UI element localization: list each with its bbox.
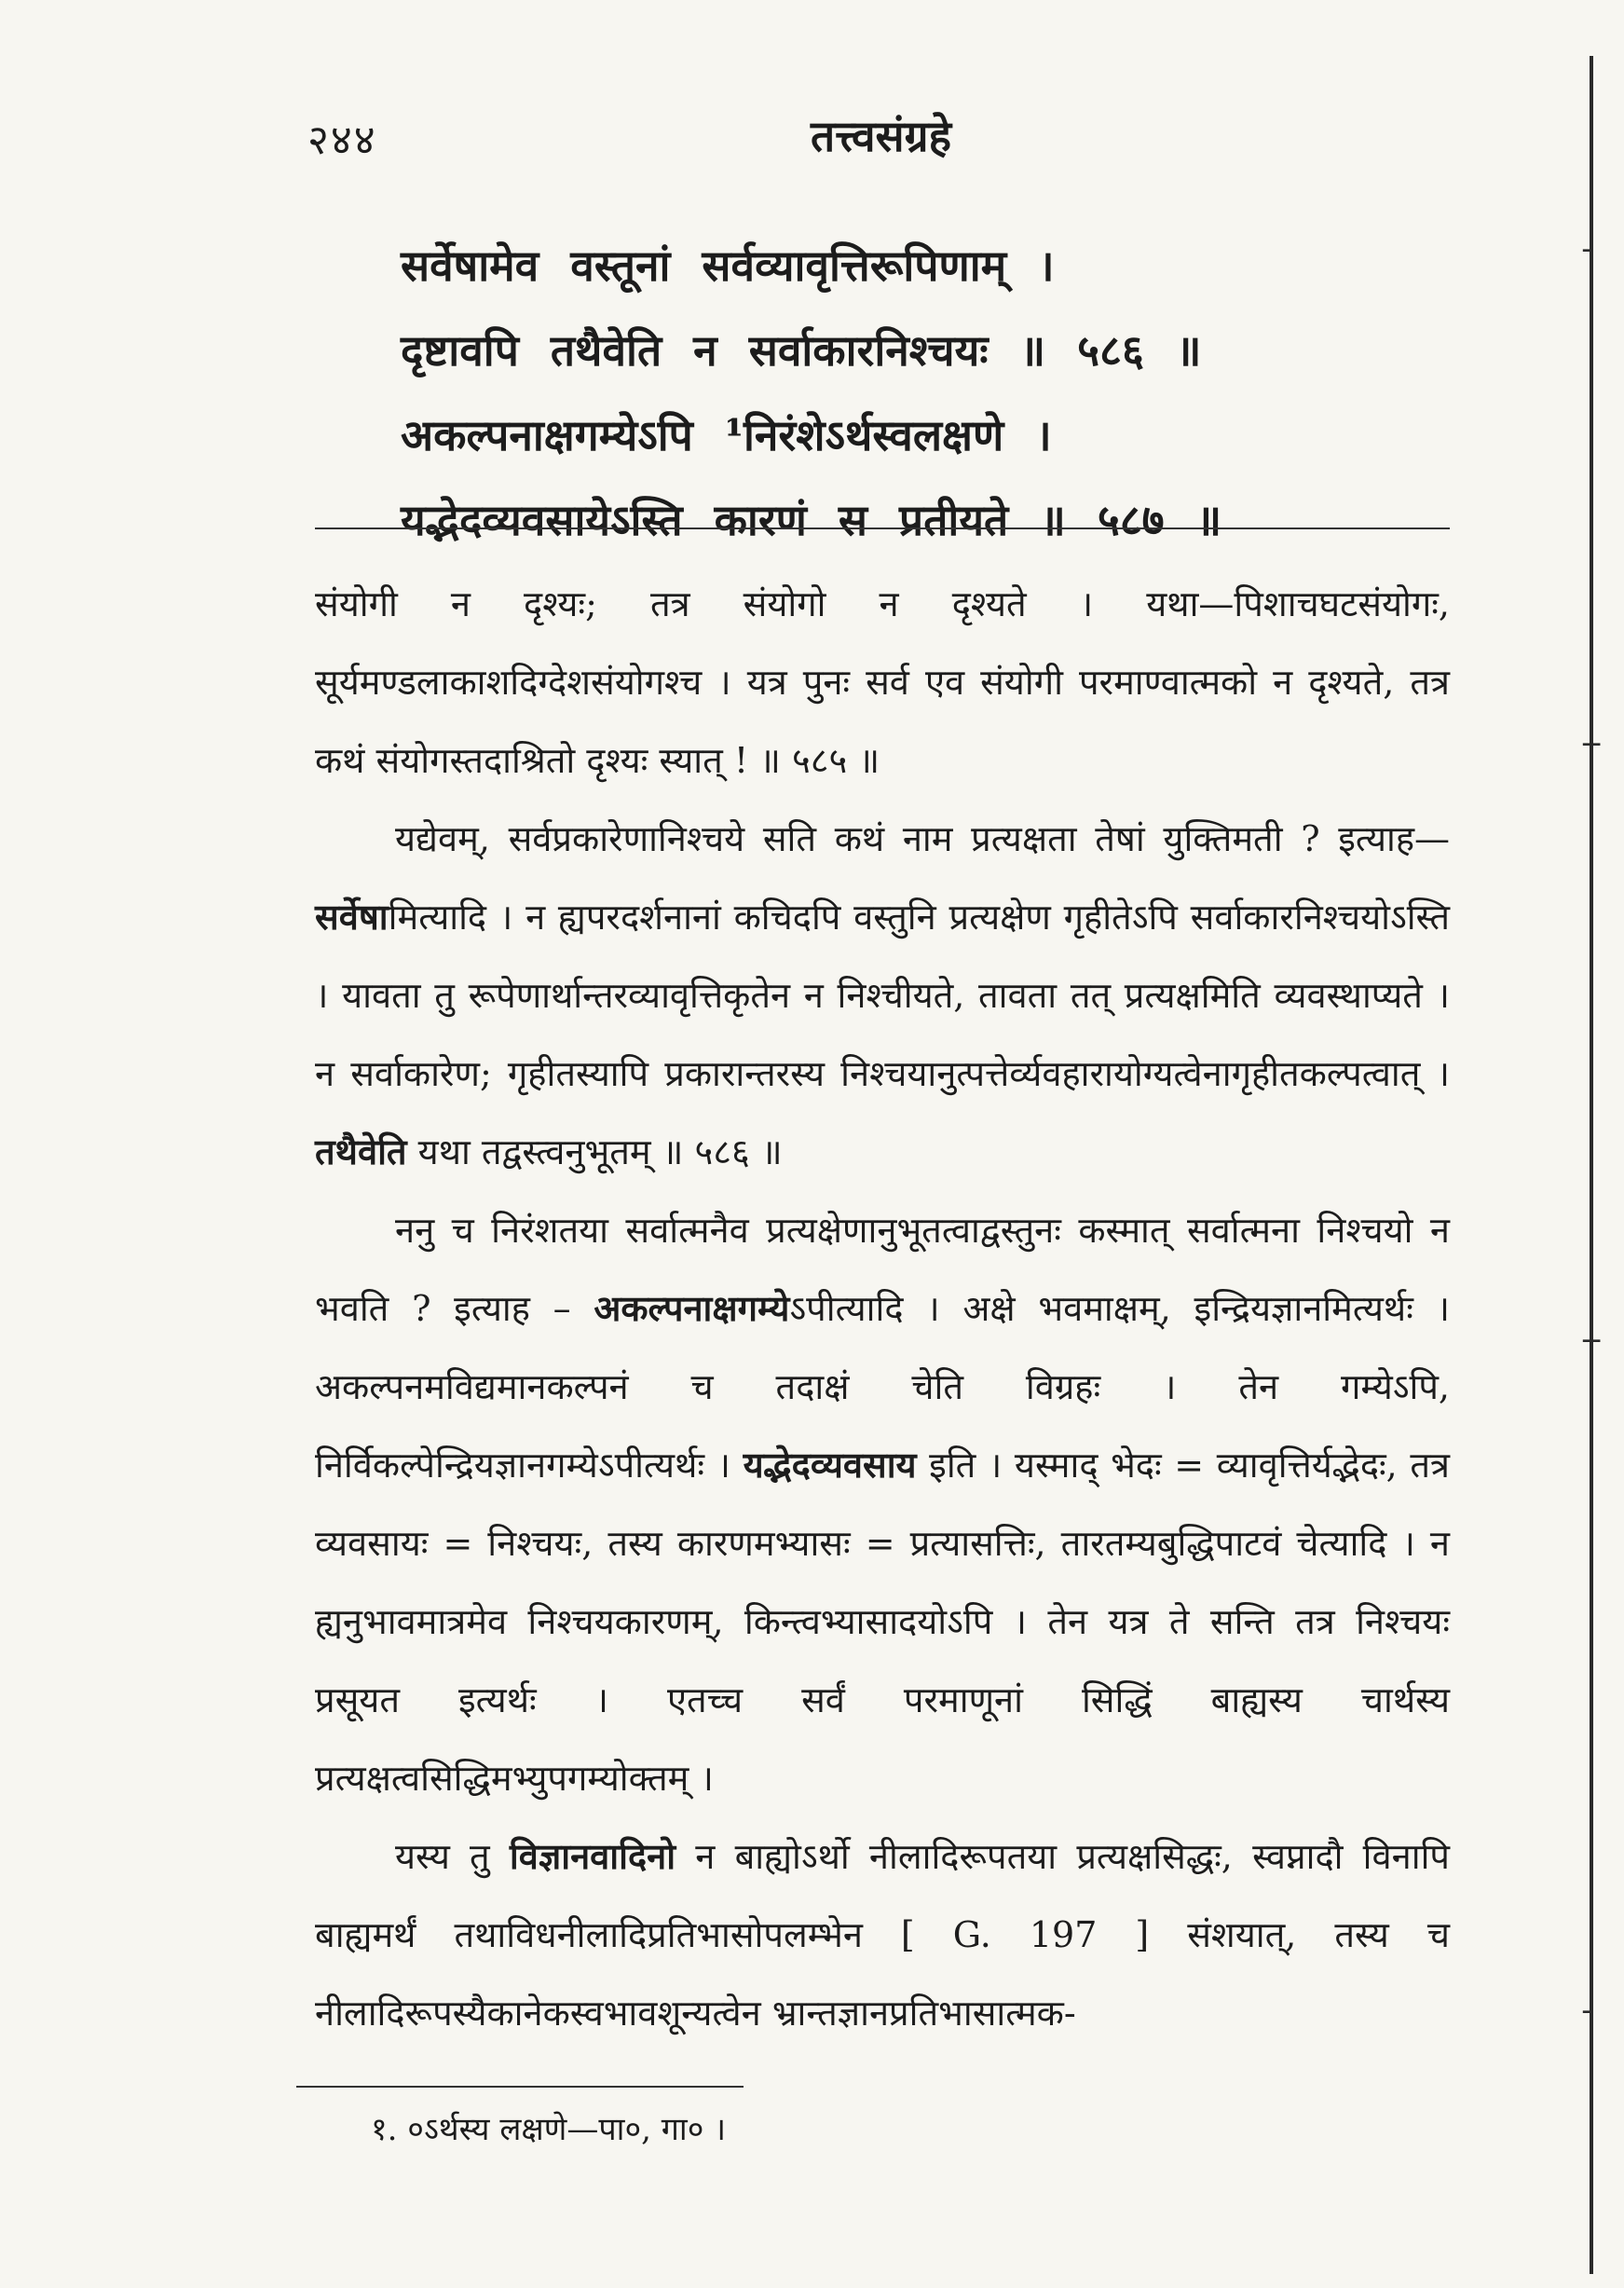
text-segment: ऽपीत्यादि । अक्षे भवमाक्षम्, इन्द्रियज्ञानमित्यर्थः । अकल्पनमविद्यमानकल्पनं च तदाक्षं चेति विग्रहः । तेन गम्येऽपि, निर्विकल्पेन्द्रियज्ञानगम्येऽपीत्यर्थः ।: [315, 1288, 1450, 1486]
verse-line: दृष्टावपि तथैवेति न सर्वाकारनिश्चयः ॥ ५८६ ॥: [401, 325, 1202, 376]
text-segment: यद्येवम्, सर्वप्रकारेणानिश्चये सति कथं नाम प्रत्यक्षता तेषां युक्तिमती ? इत्याह—: [395, 818, 1450, 859]
commentary: [315, 565, 1450, 2052]
verse-block: [401, 224, 1416, 563]
footnote: १. ०ऽर्थस्य लक्षणे—पा०, गा० ।: [371, 2111, 727, 2148]
commentary-paragraph: [315, 1817, 1450, 2052]
verse-line: सर्वेषामेव वस्तूनां सर्वव्यावृत्तिरूपिणाम् ।: [401, 240, 1055, 291]
bold-lemma: यद्भेदव्यवसाय: [743, 1444, 917, 1486]
margin-tick-mark: ┼: [1582, 729, 1601, 761]
bold-lemma: अकल्पनाक्षगम्ये: [594, 1287, 790, 1329]
commentary-paragraph: [315, 565, 1450, 800]
footnote-separator-rule: [296, 2086, 744, 2088]
margin-tick-mark: ┤: [1582, 235, 1601, 267]
verse-line: यद्भेदव्यवसायेऽस्ति कारणं स प्रतीयते ॥ ५८७ ॥: [401, 495, 1222, 545]
verse-line: अकल्पनाक्षगम्येऽपि ¹निरंशेऽर्थस्वलक्षणे ।: [401, 410, 1052, 460]
verse-separator-rule: [315, 527, 1450, 529]
bold-lemma: तथैवेति: [315, 1130, 407, 1172]
commentary-paragraph: [315, 800, 1450, 1191]
margin-tick-mark: ┤: [1582, 1996, 1601, 2029]
bold-lemma: सर्वेषा: [315, 896, 389, 938]
running-title: तत्त्वसंग्रहे: [811, 111, 952, 161]
commentary-paragraph: [315, 1191, 1450, 1817]
text-segment: संयोगी न दृश्यः; तत्र संयोगो न दृश्यते । यथा—पिशाचघटसंयोगः, सूर्यमण्डलाकाशदिग्देशसंयोगश्च । यत्र पुनः सर्व एव संयोगी परमाण्वात्मको न दृश्यते, तत्र कथं संयोगस्तदाश्रितो दृश्यः स्यात् ! ॥ ५८५ ॥: [315, 583, 1450, 781]
bold-lemma: विज्ञानवादिनो: [509, 1835, 676, 1877]
text-segment: इति । यस्माद् भेदः = व्यावृत्तिर्यद्भेदः, तत्र व्यवसायः = निश्चयः, तस्य कारणमभ्यासः = प्रत्यासत्तिः, तारतम्यबुद्धिपाटवं चेत्यादि । न ह्यनुभावमात्रमेव निश्चयकारणम्, किन्त्वभ्यासादयोऽपि । तेन यत्र ते सन्ति तत्र निश्चयः प्रसूयत इत्यर्थः । एतच्च सर्वं परमाणूनां सिद्धिं बाह्यस्य चार्थस्य प्रत्यक्षत्वसिद्धिमभ्युपगम्योक्तम् ।: [315, 1445, 1450, 1799]
text-segment: मित्यादि । न ह्यपरदर्शनानां कचिदपि वस्तुनि प्रत्यक्षेण गृहीतेऽपि सर्वाकारनिश्चयोऽस्ति । यावता तु रूपेणार्थान्तरव्यावृत्तिकृतेन न निश्चीयते, तावता तत् प्रत्यक्षमिति व्यवस्थाप्यते । न सर्वाकारेण; गृहीतस्यापि प्रकारान्तरस्य निश्चयानुत्पत्तेर्व्यवहारायोग्यत्वेनागृहीतकल्पत्वात् ।: [315, 897, 1450, 1094]
text-segment: यथा तद्वस्त्वनुभूतम् ॥ ५८६ ॥: [406, 1131, 783, 1172]
text-segment: यस्य तु: [395, 1836, 510, 1877]
page-number: २४४: [307, 116, 377, 164]
margin-tick-mark: ┼: [1582, 1325, 1601, 1358]
binding-edge-line: [1590, 56, 1593, 2274]
text-segment: ननु च निरंशतया सर्वात्मनैव प्रत्यक्षेणानुभूतत्वाद्वस्तुनः कस्मात् सर्वात्मना निश्चयो न भवति ? इत्याह –: [315, 1210, 1450, 1329]
text-segment: न बाह्योऽर्थो नीलादिरूपतया प्रत्यक्षसिद्धः, स्वप्नादौ विनापि बाह्यमर्थं तथाविधनीलादिप्रतिभासोपलम्भेन [ G. 197 ] संशयात्, तस्य च नीलादिरूपस्यैकानेकस्वभावशून्यत्वेन भ्रान्तज्ञानप्रतिभासात्मक-: [315, 1836, 1450, 2034]
